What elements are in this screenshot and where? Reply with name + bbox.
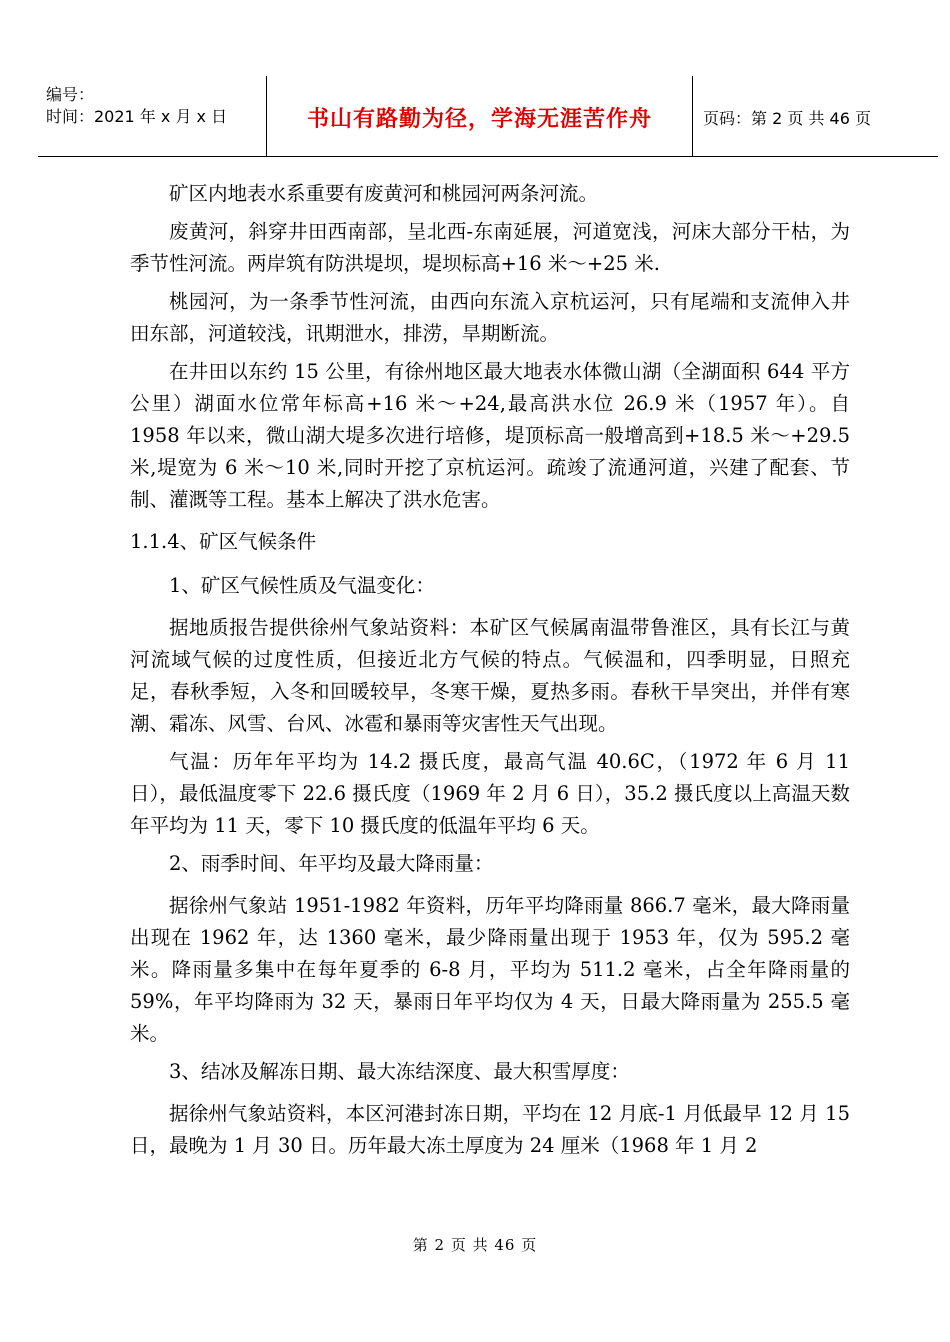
header-meta-cell [38,76,267,156]
paragraph-temperature: 气温：历年年平均为 14.2 摄氏度，最高气温 40.6C，（1972 年 6 月 11 日），最低温度零下 22.6 摄氏度（1969 年 2 月 6 日），35.2 摄氏度以上高温天数年平均为 11 天，零下 10 摄氏度的低温年平均 6 天。 [130,750,850,837]
paragraph-weishan-lake: 在井田以东约 15 公里，有徐州地区最大地表水体微山湖（全湖面积 644 平方公里）湖面水位常年标高+16 米～+24,最高洪水位 26.9 米（1957 年）。自 1958 年以来，微山湖大堤多次进行培修，堤顶标高一般增高到+18.5 米～+29.5 米,堤宽为 6 米～10 米,同时开挖了京杭运河。疏竣了流通河道，兴建了配套、节制、灌溉等工程。基本上解决了洪水危害。 [130,360,850,511]
paragraph-climate-description: 据地质报告提供徐州气象站资料：本矿区气候属南温带鲁淮区，具有长江与黄河流域气候的过度性质，但接近北方气候的特点。气候温和，四季明显，日照充足，春秋季短，入冬和回暖较早，冬寒干燥，夏热多雨。春秋干旱突出，并伴有寒潮、霜冻、风雪、台风、冰雹和暴雨等灾害性天气出现。 [130,616,850,735]
paragraph-surface-water: 矿区内地表水系重要有废黄河和桃园河两条河流。 [169,182,599,205]
subheading-rainfall: 2、雨季时间、年平均及最大降雨量： [169,852,494,875]
document-number-label: 编号： [46,85,95,104]
header-page-info: 页码：第 2 页 共 46 页 [703,109,871,128]
page-footer: 第 2 页 共 46 页 [412,1236,538,1254]
paragraph-feihuanghe: 废黄河，斜穿井田西南部，呈北西-东南延展，河道宽浅，河床大部分干枯，为季节性河流。两岸筑有防洪堤坝，堤坝标高+16 米～+25 米. [130,220,850,275]
document-body [130,178,850,1168]
subheading-climate-nature: 1、矿区气候性质及气温变化： [169,574,435,597]
document-header [38,76,938,157]
subheading-freezing: 3、结冰及解冻日期、最大冻结深度、最大积雪厚度： [169,1060,630,1083]
paragraph-taoyuanhe: 桃园河，为一条季节性河流，由西向东流入京杭运河，只有尾端和支流伸入井田东部，河道较浅，讯期泄水，排涝，旱期断流。 [130,290,850,345]
paragraph-freezing: 据徐州气象站资料，本区河港封冻日期，平均在 12 月底-1 月低最早 12 月 15 日，最晚为 1 月 30 日。历年最大冻土厚度为 24 厘米（1968 年 1 月 2 [130,1102,850,1157]
header-page-cell [693,76,938,156]
document-date-label: 时间：2021 年 x 月 x 日 [46,107,228,126]
header-motto: 书山有路勤为径，学海无涯苦作舟 [306,107,652,132]
paragraph-rainfall: 据徐州气象站 1951-1982 年资料，历年平均降雨量 866.7 毫米，最大降雨量出现在 1962 年，达 1360 毫米，最少降雨量出现于 1953 年，仅为 595.2 毫米。降雨量多集中在每年夏季的 6-8 月，平均为 511.2 毫米，占全年降雨量的 59%，年平均降雨为 32 天，暴雨日年平均仅为 4 天，日最大降雨量为 255.5 毫米。 [130,894,850,1045]
header-motto-cell [267,76,693,156]
section-heading-climate: 1.1.4、矿区气候条件 [130,530,317,553]
